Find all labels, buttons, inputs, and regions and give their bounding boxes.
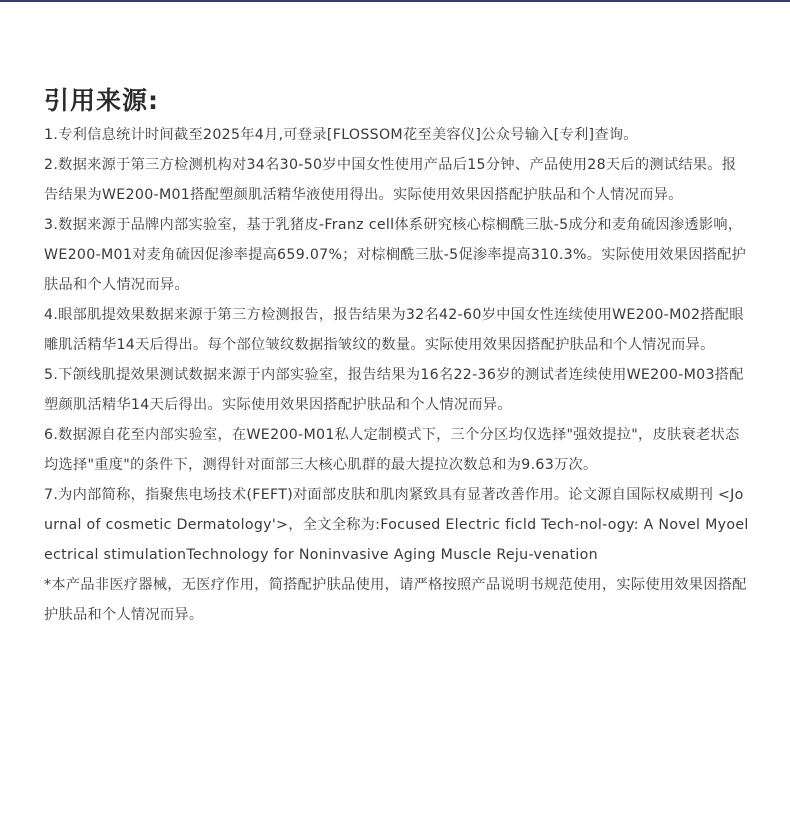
citation-list <box>44 120 750 630</box>
page-title: 引用来源: <box>44 86 159 115</box>
citation-item-1: 1.专利信息统计时间截至2025年4月,可登录[FLOSSOM花至美容仪]公众号输入[专利]查询。 <box>44 127 638 143</box>
top-divider-bar <box>0 0 790 2</box>
citation-item-7: 7.为内部简称，指聚焦电场技术(FEFT)对面部皮肤和肌肉紧致具有显著改善作用。论文源自国际权威期刊 <Journal of cosmetic Dermatology'>，全文全称为:Focused Electric ficld Tech-nol-ogy: A Novel Myoelectrical stimulationTechnology for Noninvasive Aging Muscle Reju-venation <box>44 487 749 563</box>
citation-section <box>44 84 750 630</box>
citation-item-4: 4.眼部肌提效果数据来源于第三方检测报告，报告结果为32名42-60岁中国女性连续使用WE200-M02搭配眼雕肌活精华14天后得出。每个部位皱纹数据指皱纹的数量。实际使用效果因搭配护肤品和个人情况而异。 <box>44 307 744 353</box>
disclaimer: *本产品非医疗器械，无医疗作用，简搭配护肤品使用，请严格按照产品说明书规范使用，实际使用效果因搭配护肤品和个人情况而异。 <box>44 577 747 623</box>
citation-item-3: 3.数据来源于品牌内部实验室，基于乳猪皮-Franz cell体系研究核心棕榈酰三肽-5成分和麦角硫因渗透影响，WE200-M01对麦角硫因促渗率提高659.07%；对棕榈酰三肽-5促渗率提高310.3%。实际使用效果因搭配护肤品和个人情况而异。 <box>44 217 747 293</box>
citation-item-6: 6.数据源自花至内部实验室，在WE200-M01私人定制模式下，三个分区均仅选择"强效提拉"，皮肤衰老状态均选择"重度"的条件下，测得针对面部三大核心肌群的最大提拉次数总和为9.63万次。 <box>44 427 740 473</box>
citation-item-5: 5.下颌线肌提效果测试数据来源于内部实验室，报告结果为16名22-36岁的测试者连续使用WE200-M03搭配塑颜肌活精华14天后得出。实际使用效果因搭配护肤品和个人情况而异。 <box>44 367 744 413</box>
citation-item-2: 2.数据来源于第三方检测机构对34名30-50岁中国女性使用产品后15分钟、产品使用28天后的测试结果。报告结果为WE200-M01搭配塑颜肌活精华液使用得出。实际使用效果因搭配护肤品和个人情况而异。 <box>44 157 737 203</box>
